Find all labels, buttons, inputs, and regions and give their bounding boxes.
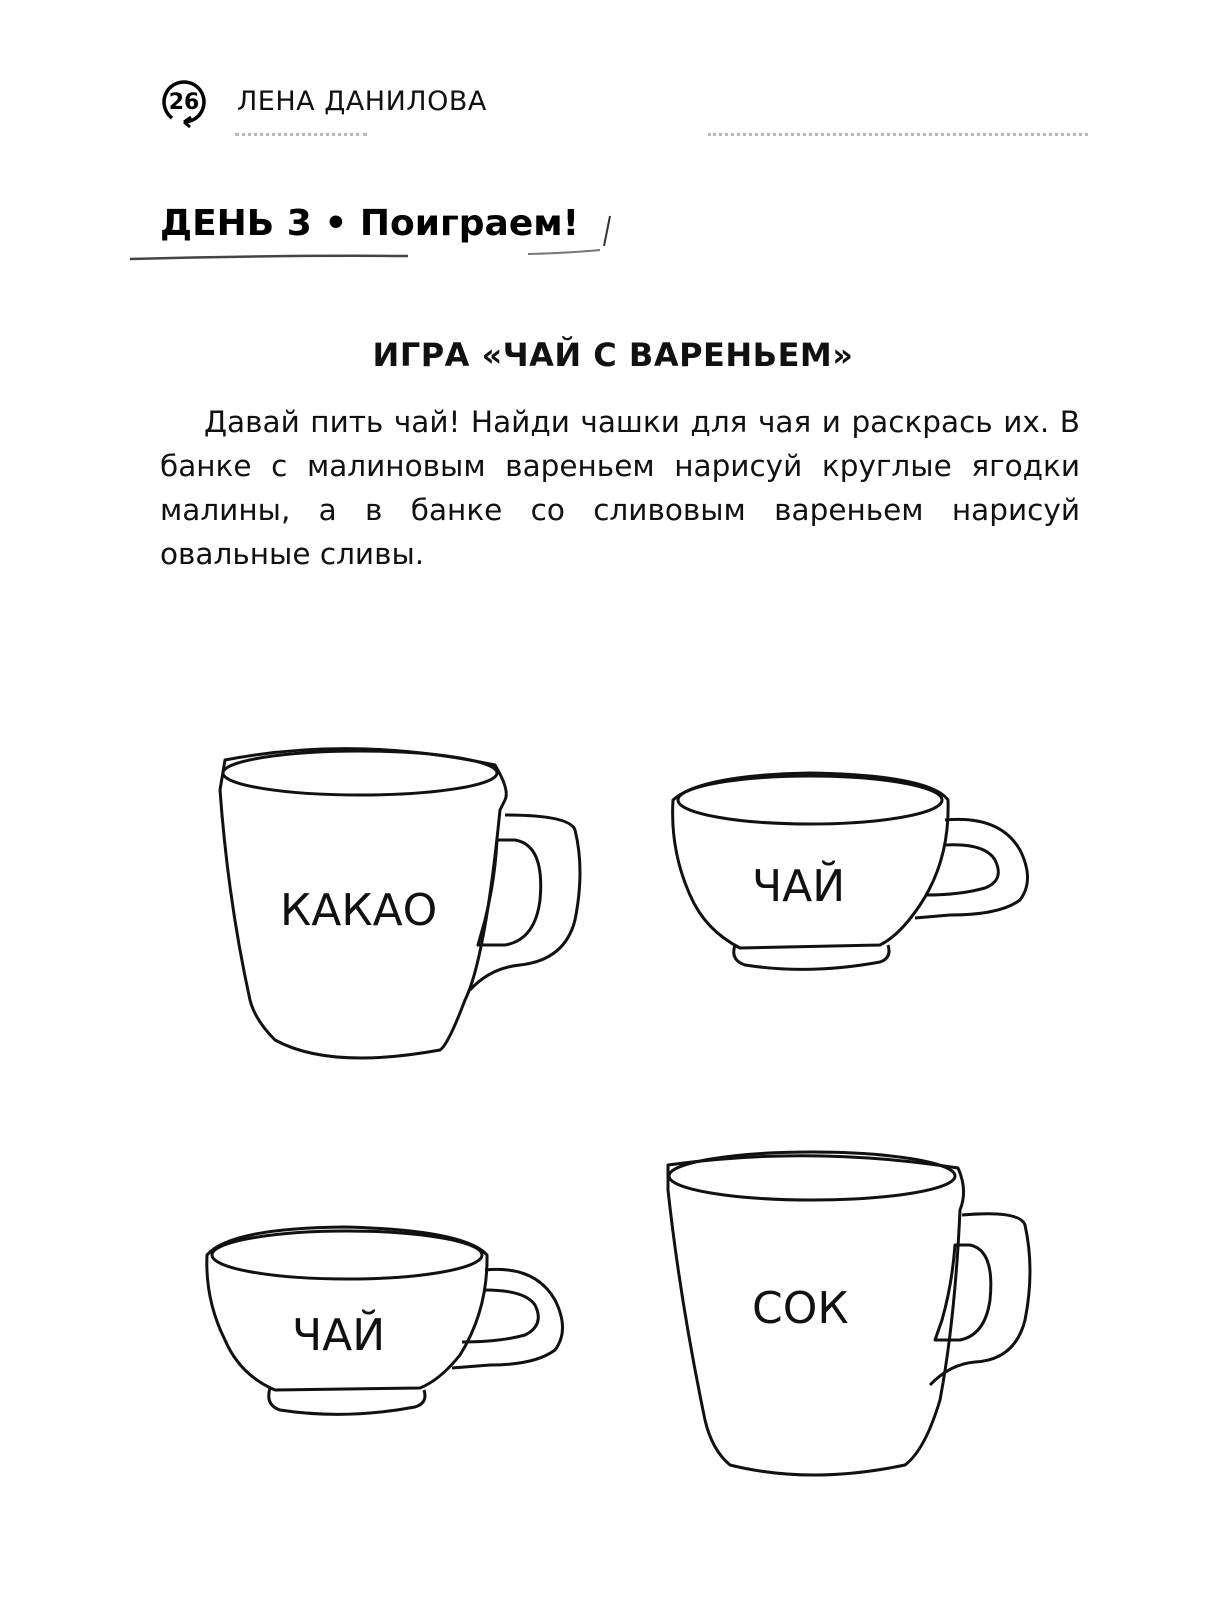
author-name: ЛЕНА ДАНИЛОВА [237, 86, 487, 117]
cup-label-cocoa: КАКАО [280, 885, 438, 936]
game-instructions: Давай пить чай! Найди чашки для чая и раскрась их. В банке с малиновым вареньем нарисуй круглые ягодки малины, а в банке со сливовым вареньем нарисуй овальные сливы. [160, 405, 1080, 571]
mug-icon [668, 1152, 1030, 1475]
cup-label-juice: СОК [752, 1283, 849, 1334]
cup-label-tea: ЧАЙ [752, 861, 846, 912]
page-number: 26 [168, 89, 200, 115]
cup-label-tea: ЧАЙ [292, 1310, 386, 1361]
game-title: ИГРА «ЧАЙ С ВАРЕНЬЕМ» [372, 336, 854, 374]
section-title: ДЕНЬ 3 • Поиграем! [160, 203, 580, 244]
teacup-icon [673, 773, 1028, 969]
